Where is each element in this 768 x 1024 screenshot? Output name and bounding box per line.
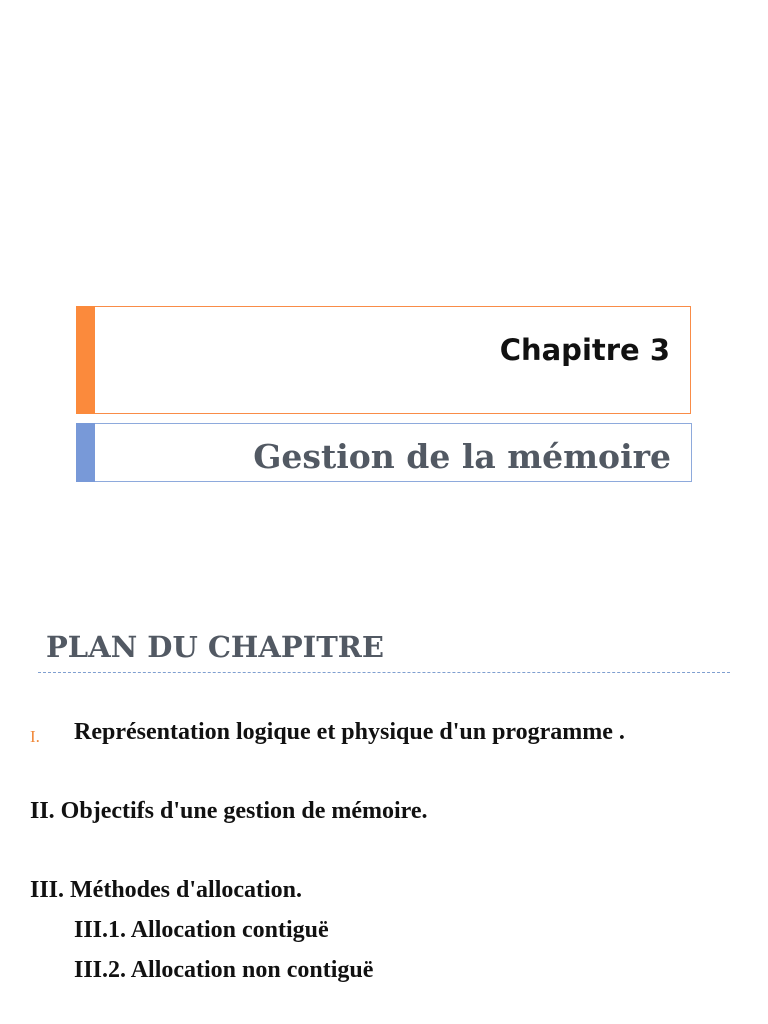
plan-item: II. Objectifs d'une gestion de mémoire. (30, 798, 428, 824)
plan-divider (38, 672, 730, 673)
plan-heading: PLAN DU CHAPITRE (46, 630, 384, 664)
plan-subitem: III.2. Allocation non contiguë (74, 957, 374, 983)
plan-subitem: III.1. Allocation contiguë (74, 917, 329, 943)
chapter-subtitle: Gestion de la mémoire (253, 437, 671, 476)
chapter-accent-bar (76, 306, 95, 414)
subtitle-box (76, 423, 692, 482)
chapter-title-box (76, 306, 691, 414)
plan-item: Représentation logique et physique d'un programme . (74, 719, 625, 745)
subtitle-accent-bar (76, 423, 95, 482)
chapter-label: Chapitre 3 (499, 333, 670, 367)
plan-item-number: I. (30, 727, 40, 746)
plan-item: III. Méthodes d'allocation. (30, 877, 303, 903)
